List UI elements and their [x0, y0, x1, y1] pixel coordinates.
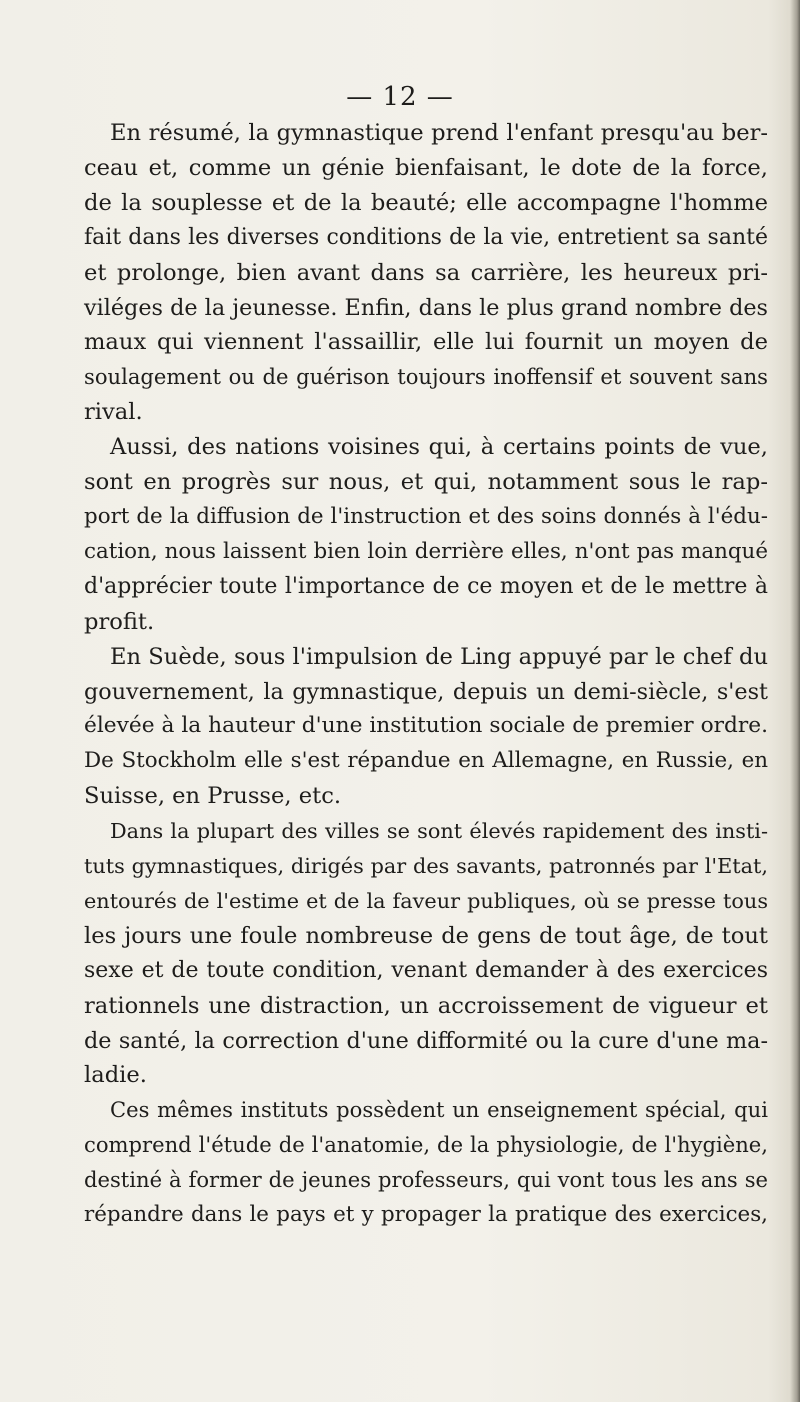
- text-line: destiné à former de jeunes professeurs, qui vont tous les ans se: [84, 1167, 768, 1193]
- text-line: les jours une foule nombreuse de gens de tout âge, de tout: [84, 922, 768, 949]
- text-line: comprend l'étude de l'anatomie, de la physiologie, de l'hygiène,: [84, 1132, 768, 1158]
- text-line: De Stockholm elle s'est répandue en Allemagne, en Russie, en: [84, 748, 768, 774]
- text-line: rationnels une distraction, un accroissement de vigueur et: [84, 992, 768, 1019]
- text-line: tuts gymnastiques, dirigés par des savants, patronnés par l'Etat,: [84, 854, 768, 879]
- text-line: ceau et, comme un génie bienfaisant, le dote de la force,: [84, 154, 768, 181]
- text-line: viléges de la jeunesse. Enfin, dans le plus grand nombre des: [84, 294, 768, 321]
- text-line: Aussi, des nations voisines qui, à certains points de vue,: [110, 434, 768, 461]
- text-line: cation, nous laissent bien loin derrière elles, n'ont pas manqué: [84, 538, 768, 564]
- page-edge-shadow: [790, 0, 800, 1402]
- paragraph: [84, 1093, 768, 1233]
- text-line: entourés de l'estime et de la faveur publiques, où se presse tous: [84, 888, 768, 913]
- text-line: maux qui viennent l'assaillir, elle lui fournit un moyen de: [84, 329, 768, 356]
- text-line: port de la diffusion de l'instruction et des soins donnés à l'édu-: [84, 503, 768, 529]
- text-line: soulagement ou de guérison toujours inoffensif et souvent sans: [84, 364, 768, 390]
- text-line: et prolonge, bien avant dans sa carrière, les heureux pri-: [84, 259, 768, 286]
- text-line: répandre dans le pays et y propager la pratique des exercices,: [84, 1202, 768, 1228]
- text-line: élevée à la hauteur d'une institution sociale de premier ordre.: [84, 713, 768, 739]
- text-line: de santé, la correction d'une difformité ou la cure d'une ma-: [84, 1027, 768, 1054]
- page-number: — 12 —: [346, 82, 454, 112]
- body-text: [84, 116, 768, 1233]
- text-line: de la souplesse et de la beauté; elle accompagne l'homme: [84, 189, 768, 216]
- text-line: ladie.: [84, 1062, 147, 1089]
- text-line: sexe et de toute condition, venant demander à des exercices: [84, 957, 768, 983]
- paragraph: [84, 430, 768, 639]
- text-line: Ces mêmes instituts possèdent un enseignement spécial, qui: [110, 1097, 768, 1123]
- text-line: fait dans les diverses conditions de la vie, entretient sa santé: [84, 224, 768, 250]
- text-line: gouvernement, la gymnastique, depuis un demi-siècle, s'est: [84, 678, 768, 705]
- text-line: profit.: [84, 608, 155, 635]
- text-line: En Suède, sous l'impulsion de Ling appuyé par le chef du: [110, 643, 768, 670]
- text-line: d'apprécier toute l'importance de ce moyen et de le mettre à: [84, 573, 768, 599]
- text-line: sont en progrès sur nous, et qui, notamment sous le rap-: [84, 469, 768, 496]
- paragraph: [84, 116, 768, 430]
- text-line: Suisse, en Prusse, etc.: [84, 783, 342, 810]
- paragraph: [84, 814, 768, 1093]
- paragraph: [84, 640, 768, 815]
- text-line: En résumé, la gymnastique prend l'enfant presqu'au ber-: [110, 120, 768, 146]
- text-line: Dans la plupart des villes se sont élevés rapidement des insti-: [110, 819, 768, 844]
- text-line: rival.: [84, 399, 143, 426]
